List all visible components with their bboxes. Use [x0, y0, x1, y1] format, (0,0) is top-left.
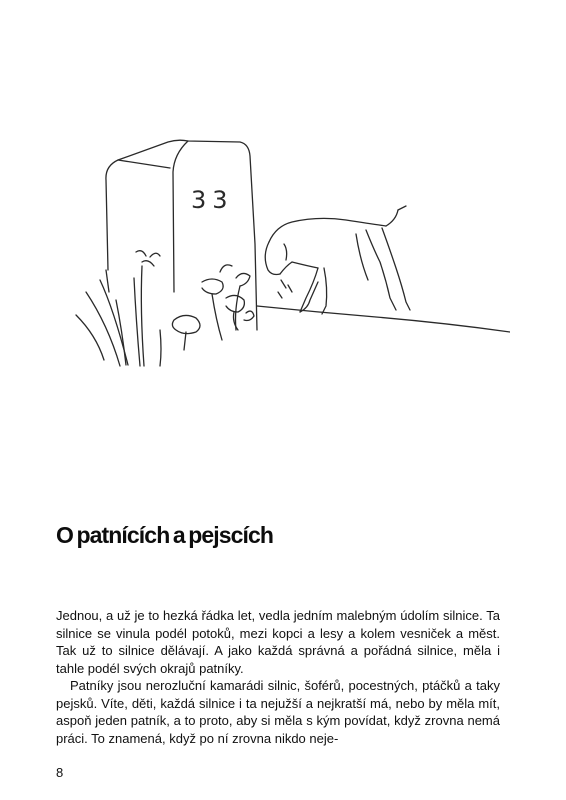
paragraph: Jednou, a už je to hezká řádka let, vedla jedním malebným údolím silnice. Ta silnice se vinula podél potoků, mezi kopci a lesy a kolem vesniček a měst. Tak už to silnice dělávají. A jako každá správná a pořádná silnice, měla i tahle podél svých okrajů patníky. [56, 608, 500, 676]
illustration-patnik-and-dog [56, 30, 510, 375]
page-number: 8 [56, 765, 64, 780]
milestone-stone [106, 140, 257, 330]
road-edge [257, 306, 510, 332]
milestone-number: 33 [191, 186, 234, 214]
chapter-title: O patnících a pejscích [56, 522, 274, 548]
body-text [56, 607, 500, 747]
dog-figure [265, 206, 410, 314]
flowers [172, 265, 254, 350]
grass-weeds [76, 251, 161, 366]
paragraph: Patníky jsou nerozluční kamarádi silnic, šoférů, pocestných, ptáčků a taky pejsků. Víte, děti, každá silnice i ta nejužší a nejkratší má, nebo by měla mít, aspoň jeden patník, a to proto, aby si měla s kým povídat, když zrovna nemá práci. To znamená, když po ní zrovna nikdo neje- [56, 678, 500, 746]
